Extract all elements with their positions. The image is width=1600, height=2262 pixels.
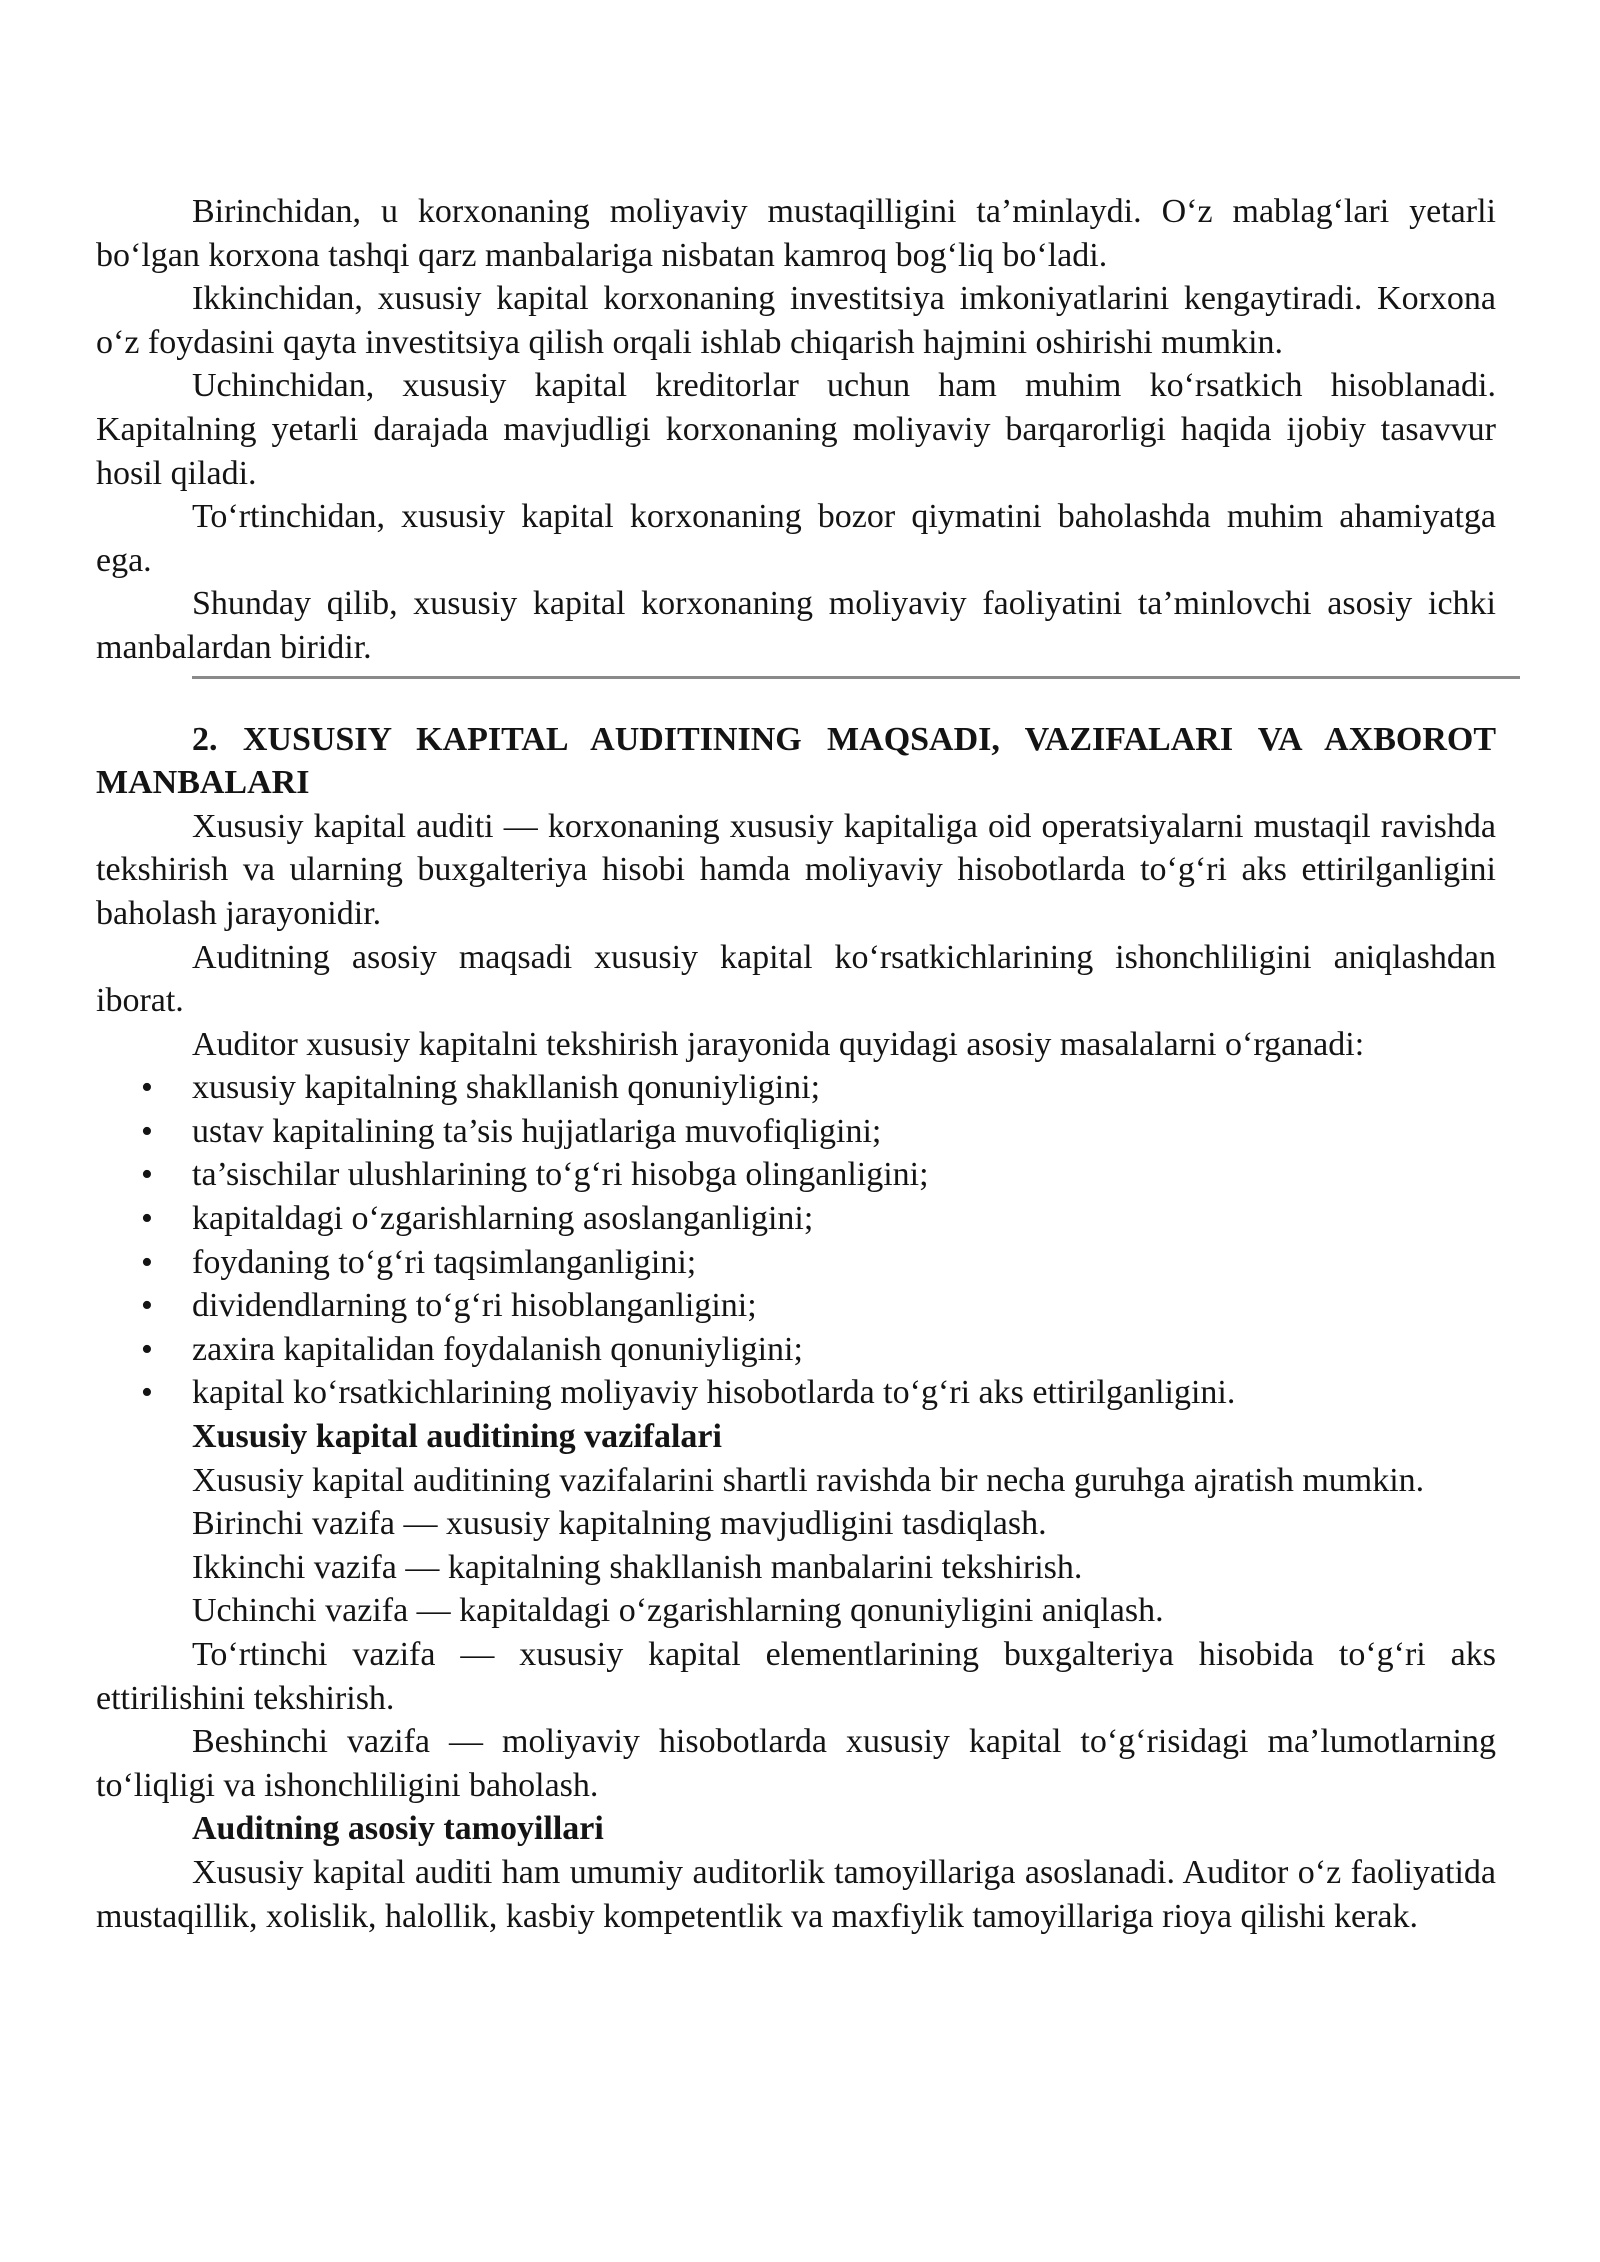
paragraph: Uchinchidan, xususiy kapital kreditorlar uchun ham muhim ko‘rsatkich hisoblanadi. Kapitalning yetarli darajada mavjudligi korxonaning moliyaviy barqarorligi haqida ijobiy tasavvur hosil qiladi.	[96, 367, 1496, 492]
paragraph: To‘rtinchi vazifa — xususiy kapital elementlarining buxgalteriya hisobida to‘g‘ri aks ettirilishini tekshirish.	[96, 1636, 1496, 1717]
audit-issues-list	[96, 1066, 1496, 1415]
paragraph: Auditor xususiy kapitalni tekshirish jarayonida quyidagi asosiy masalalarni o‘rganadi:	[192, 1025, 1365, 1063]
section-heading: 2. XUSUSIY KAPITAL AUDITINING MAQSADI, VAZIFALARI VA AXBOROT MANBALARI	[96, 720, 1496, 802]
paragraph: To‘rtinchidan, xususiy kapital korxonaning bozor qiymatini baholashda muhim ahamiyatga ega.	[96, 498, 1496, 579]
list-item: • kapital ko‘rsatkichlarining moliyaviy hisobotlarda to‘g‘ri aks ettirilganligini.	[96, 1371, 1496, 1415]
subheading-tasks: Xususiy kapital auditining vazifalari	[192, 1418, 722, 1456]
paragraph: Birinchi vazifa — xususiy kapitalning mavjudligini tasdiqlash.	[192, 1505, 1047, 1543]
paragraph: Xususiy kapital auditining vazifalarini shartli ravishda bir necha guruhga ajratish mumkin.	[192, 1461, 1425, 1499]
list-item: • xususiy kapitalning shakllanish qonuniyligini;	[96, 1066, 1496, 1110]
section-divider	[192, 676, 1520, 679]
paragraph: Uchinchi vazifa — kapitaldagi o‘zgarishlarning qonuniyligini aniqlash.	[192, 1592, 1164, 1630]
paragraph: Shunday qilib, xususiy kapital korxonaning moliyaviy faoliyatini ta’minlovchi asosiy ichki manbalardan biridir.	[96, 585, 1496, 666]
section-2-body	[96, 718, 1496, 1939]
paragraph: Ikkinchi vazifa — kapitalning shakllanish manbalarini tekshirish.	[192, 1548, 1083, 1586]
section-1-body	[96, 190, 1496, 670]
list-item: • ustav kapitalining ta’sis hujjatlariga muvofiqligini;	[96, 1110, 1496, 1154]
list-item: • ta’sischilar ulushlarining to‘g‘ri hisobga olinganligini;	[96, 1153, 1496, 1197]
list-item: • dividendlarning to‘g‘ri hisoblanganligini;	[96, 1284, 1496, 1328]
list-item: • zaxira kapitalidan foydalanish qonuniyligini;	[96, 1328, 1496, 1372]
paragraph: Auditning asosiy maqsadi xususiy kapital ko‘rsatkichlarining ishonchliligini aniqlashdan iborat.	[96, 938, 1496, 1020]
paragraph: Xususiy kapital auditi — korxonaning xususiy kapitaliga oid operatsiyalarni mustaqil ravishda tekshirish va ularning buxgalteriya hisobi hamda moliyaviy hisobotlarda to‘g‘ri aks ettirilganligini baholash jarayonidir.	[96, 807, 1496, 932]
list-item: • foydaning to‘g‘ri taqsimlanganligini;	[96, 1241, 1496, 1285]
paragraph: Ikkinchidan, xususiy kapital korxonaning investitsiya imkoniyatlarini kengaytiradi. Korxona o‘z foydasini qayta investitsiya qilish orqali ishlab chiqarish hajmini oshirishi mumkin.	[96, 280, 1496, 361]
paragraph: Birinchidan, u korxonaning moliyaviy mustaqilligini ta’minlaydi. O‘z mablag‘lari yetarli bo‘lgan korxona tashqi qarz manbalariga nisbatan kamroq bog‘liq bo‘ladi.	[96, 193, 1496, 274]
paragraph: Beshinchi vazifa — moliyaviy hisobotlarda xususiy kapital to‘g‘risidagi ma’lumotlarning to‘liqligi va ishonchliligini baholash.	[96, 1723, 1496, 1804]
paragraph: Xususiy kapital auditi ham umumiy auditorlik tamoyillariga asoslanadi. Auditor o‘z faoliyatida mustaqillik, xolislik, halollik, kasbiy kompetentlik va maxfiylik tamoyillariga rioya qilishi kerak.	[96, 1853, 1496, 1935]
subheading-principles: Auditning asosiy tamoyillari	[192, 1810, 604, 1848]
list-item: • kapitaldagi o‘zgarishlarning asoslanganligini;	[96, 1197, 1496, 1241]
